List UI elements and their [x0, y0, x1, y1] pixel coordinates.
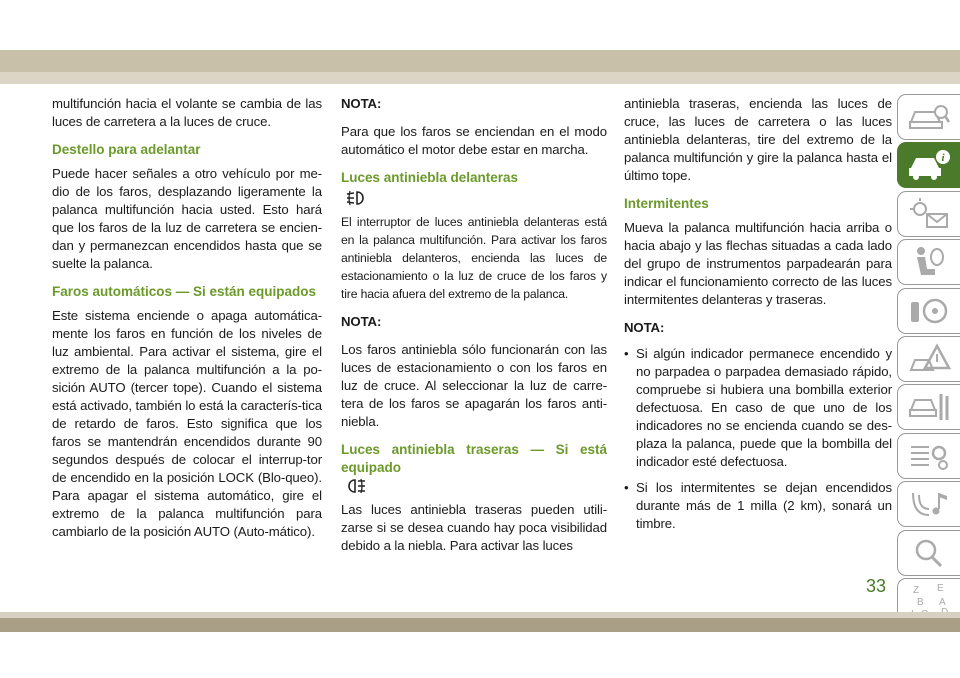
note-label: NOTA:	[341, 96, 382, 111]
svg-text:i: i	[941, 152, 945, 165]
svg-text:Z: Z	[913, 584, 920, 596]
tab-car-search[interactable]	[897, 94, 960, 140]
paragraph: Los faros antiniebla sólo funcionarán con las luces de estacionamiento o con los faros en luz de cruce. Al seleccionar la luz de carre-tera de los faros se apagarán los faros anti-niebla.	[341, 342, 607, 429]
list-item	[624, 479, 892, 533]
paragraph: multifunción hacia el volante se cambia de las luces de carretera a la luces de cruce.	[52, 96, 322, 129]
paragraph: Mueva la palanca multifunción hacia arriba o hacia abajo y las flechas situadas a cada lado del grupo de instrumentos parpadearán para indicar el funcionamiento correcto de las luces intermitentes delanteras y traseras.	[624, 220, 892, 307]
svg-text:E: E	[937, 582, 944, 594]
paragraph: Para que los faros se enciendan en el modo automático el motor debe estar en marcha.	[341, 124, 607, 157]
note-label: NOTA:	[341, 314, 382, 329]
heading-intermitentes: Intermitentes	[624, 196, 709, 211]
car-info-icon	[907, 148, 951, 182]
tab-car-info[interactable]	[897, 142, 960, 188]
paragraph: Puede hacer señales a otro vehículo por me-dio de los faros, desplazando ligeramente la palanca multifunción hacia usted. Esto hará que los faros de la luz de carretera se encien-dan y permanezcan encendidos hasta que se suelte la palanca.	[52, 166, 322, 271]
emergency-triangle-icon	[907, 342, 951, 376]
chapter-tabs	[897, 94, 960, 626]
paragraph: Este sistema enciende o apaga automática-mente los faros en función de los niveles de luz ambiental. Para activar el sistema, gire el extremo de la palanca multifunción a la po-sición AUTO (tercer tope). Cuando el sistema está activado, también lo está la caracterís-tica de retardo de faros. Esto significa que los faros se mantendrán encendidos durante 90 segundos después de colocar el interrup-tor de encendido en la posición LOCK (Blo-queo). Para apagar el sistema automático, gire el extremo de la palanca multifunción para cambiarlo de la posición AUTO (Auto-mático).	[52, 308, 322, 539]
index-search-icon	[907, 536, 951, 570]
column-right	[624, 95, 892, 541]
airbag-seat-icon	[907, 245, 951, 279]
column-left	[52, 95, 322, 551]
tab-warning-lights[interactable]	[897, 191, 960, 237]
top-band-light	[0, 72, 960, 84]
heading-faros-automaticos: Faros automáticos — Si están equipados	[52, 284, 317, 299]
tab-index-search[interactable]	[897, 530, 960, 576]
car-search-icon	[907, 100, 951, 134]
rear-fog-light-icon	[341, 477, 607, 497]
heading-antiniebla-delanteras: Luces antiniebla delanteras	[341, 170, 519, 185]
paragraph: antiniebla traseras, encienda las luces de cruce, las luces de carretera o las luces antiniebla delanteras, tire del extremo de la palanca multifunción y gire la palanca hasta el último tope.	[624, 96, 892, 183]
maintenance-tools-icon	[907, 390, 951, 424]
tab-airbag-seat[interactable]	[897, 239, 960, 285]
tab-emergency[interactable]	[897, 336, 960, 382]
list-item-text: Si los intermitentes se dejan encendidos durante más de 1 milla (2 km), sonará un timbre.	[636, 480, 892, 531]
tab-multimedia[interactable]	[897, 481, 960, 527]
top-band	[0, 50, 960, 72]
heading-antiniebla-traseras: Luces antiniebla traseras — Si está equipado	[341, 442, 607, 475]
paragraph: El interruptor de luces antiniebla delanteras está en la palanca multifunción. Para activar los faros antiniebla delanteros, encienda las luces de estacionamiento o la luz de cruce de los faros y tire hacia afuera del extremo de la palanca.	[341, 215, 607, 301]
list-item-text: Si algún indicador permanece encendido y no parpadea o parpadea demasiado rápido, compruebe si hubiera una bombilla exterior defectuosa. En caso de que uno de los indicadores no se encienda cuando se des-plaza la palanca, puede que la bombilla del indicador esté defectuosa.	[636, 346, 892, 469]
heading-destello: Destello para adelantar	[52, 142, 201, 157]
column-middle	[341, 95, 607, 565]
bottom-band	[0, 618, 960, 632]
paragraph: Las luces antiniebla traseras pueden utili-zarse si se desea cuando hay poca visibilidad debido a la niebla. Para activar las luces	[341, 502, 607, 553]
warning-lights-icon	[907, 197, 951, 231]
specifications-icon	[907, 439, 951, 473]
bullet: •	[624, 346, 629, 361]
note-list	[624, 345, 892, 533]
multimedia-icon	[907, 487, 951, 521]
tab-starting-driving[interactable]	[897, 288, 960, 334]
svg-text:B: B	[917, 596, 924, 608]
svg-text:A: A	[939, 596, 946, 608]
note-label: NOTA:	[624, 320, 665, 335]
tab-maintenance[interactable]	[897, 384, 960, 430]
starting-driving-icon	[907, 294, 951, 328]
tab-specifications[interactable]	[897, 433, 960, 479]
page-number: 33	[866, 576, 887, 596]
list-item	[624, 345, 892, 471]
front-fog-light-icon	[341, 189, 607, 209]
bullet: •	[624, 480, 629, 495]
